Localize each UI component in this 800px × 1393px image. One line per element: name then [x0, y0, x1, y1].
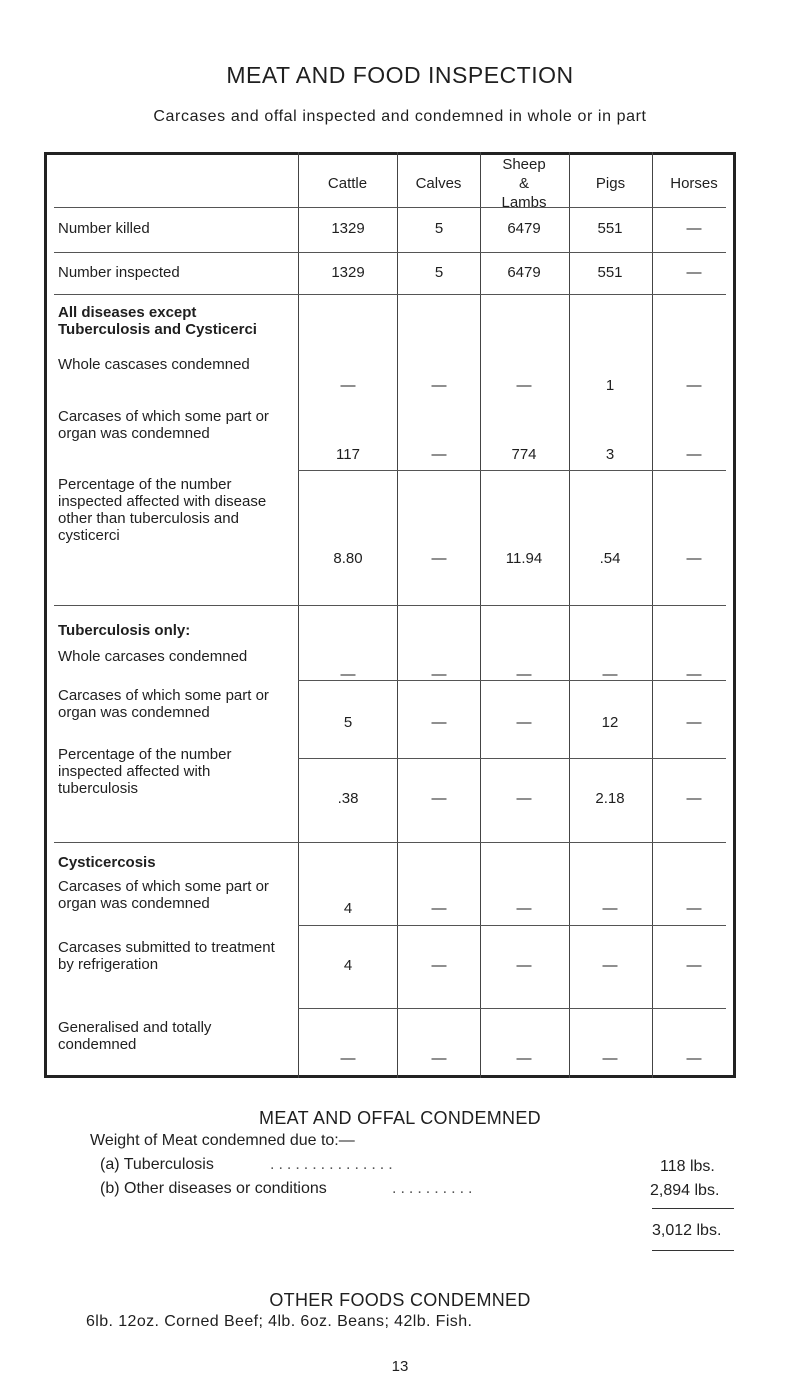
row-divider	[298, 758, 726, 759]
cell: .54	[599, 550, 621, 567]
row-divider	[54, 207, 726, 208]
cell: —	[686, 377, 702, 394]
cell: —	[686, 220, 702, 237]
cell: 551	[597, 264, 623, 281]
cell: —	[686, 714, 702, 731]
table-border-bottom	[44, 1075, 736, 1078]
column-divider	[652, 152, 653, 1078]
cell: —	[516, 957, 532, 974]
cell: —	[516, 790, 532, 807]
cell: —	[431, 957, 447, 974]
cell: —	[431, 666, 447, 683]
cell: 11.94	[505, 550, 543, 567]
cell: 1329	[331, 220, 365, 237]
other-foods-heading: OTHER FOODS CONDEMNED	[269, 1290, 531, 1310]
section-heading-all-diseases: All diseases except Tuberculosis and Cysticerci	[58, 304, 257, 338]
inspection-table	[44, 152, 736, 1078]
cell: —	[602, 1050, 618, 1067]
cell: —	[431, 1050, 447, 1067]
row-divider	[298, 925, 726, 926]
cell: —	[602, 900, 618, 917]
cell: —	[686, 1050, 702, 1067]
column-divider	[480, 152, 481, 1078]
column-header-sheep: Sheep & Lambs	[501, 156, 547, 211]
column-header-calves: Calves	[415, 175, 462, 192]
cell: 1329	[331, 264, 365, 281]
cell: —	[686, 900, 702, 917]
row-label-cyst-refrigeration: Carcases submitted to treatment by refrigeration	[58, 939, 275, 973]
cell: —	[516, 714, 532, 731]
row-label-number-killed: Number killed	[58, 220, 150, 237]
cell: —	[686, 446, 702, 463]
cell: 6479	[507, 220, 541, 237]
section-heading-tuberculosis: Tuberculosis only:	[58, 622, 191, 639]
row-label-tb-whole: Whole carcases condemned	[58, 648, 248, 665]
cell: 8.80	[333, 550, 363, 567]
cell: —	[516, 900, 532, 917]
cell: —	[431, 714, 447, 731]
cell: 6479	[507, 264, 541, 281]
table-border-left	[44, 152, 47, 1078]
column-header-pigs: Pigs	[595, 175, 626, 192]
row-label-tb-part: Carcases of which some part or organ was condemned	[58, 687, 269, 721]
row-divider	[54, 252, 726, 253]
cell: —	[686, 957, 702, 974]
meat-offal-a-label: (a) Tuberculosis	[100, 1156, 214, 1173]
row-divider	[298, 470, 726, 471]
cell: —	[431, 446, 447, 463]
row-label-part-condemned: Carcases of which some part or organ was condemned	[58, 408, 269, 442]
row-divider	[54, 605, 726, 606]
cell: 12	[601, 714, 619, 731]
meat-offal-intro: Weight of Meat condemned due to:—	[90, 1132, 355, 1149]
leader-dots: ..........	[392, 1180, 477, 1197]
cell: —	[602, 957, 618, 974]
cell: 4	[343, 957, 353, 974]
meat-offal-b-value: 2,894 lbs.	[650, 1182, 720, 1199]
cell: —	[431, 550, 447, 567]
column-header-horses: Horses	[670, 175, 718, 192]
cell: 551	[597, 220, 623, 237]
column-header-cattle: Cattle	[327, 175, 368, 192]
cell: —	[516, 1050, 532, 1067]
row-label-number-inspected: Number inspected	[58, 264, 180, 281]
cell: 2.18	[595, 790, 625, 807]
cell: —	[340, 377, 356, 394]
cell: —	[602, 666, 618, 683]
page-subtitle: Carcases and offal inspected and condemned in whole or in part	[153, 108, 647, 125]
cell: —	[516, 377, 532, 394]
cell: 5	[343, 714, 353, 731]
row-label-cyst-generalised: Generalised and totally condemned	[58, 1019, 212, 1053]
page-title: MEAT AND FOOD INSPECTION	[226, 62, 574, 88]
cell: —	[686, 264, 702, 281]
row-label-cyst-part: Carcases of which some part or organ was condemned	[58, 878, 269, 912]
cell: —	[686, 790, 702, 807]
cell: 117	[336, 446, 360, 463]
cell: —	[340, 1050, 356, 1067]
section-heading-cysticercosis: Cysticercosis	[58, 854, 156, 871]
row-divider	[54, 842, 726, 843]
cell: —	[431, 900, 447, 917]
cell: 5	[434, 220, 444, 237]
leader-dots: ...............	[270, 1156, 397, 1173]
meat-offal-b-label: (b) Other diseases or conditions	[100, 1180, 327, 1197]
total-rule	[652, 1208, 734, 1209]
cell: 1	[605, 377, 615, 394]
cell: —	[686, 550, 702, 567]
page-number: 13	[391, 1358, 409, 1375]
cell: 5	[434, 264, 444, 281]
cell: —	[431, 377, 447, 394]
other-foods-text: 6lb. 12oz. Corned Beef; 4lb. 6oz. Beans; 42lb. Fish.	[86, 1313, 473, 1330]
total-rule	[652, 1250, 734, 1251]
row-label-percentage-disease: Percentage of the number inspected affected with disease other than tuberculosis and cysticerci	[58, 476, 267, 544]
column-divider	[397, 152, 398, 1078]
meat-offal-total: 3,012 lbs.	[652, 1222, 722, 1239]
row-divider	[298, 1008, 726, 1009]
cell: 4	[343, 900, 353, 917]
cell: 774	[511, 446, 537, 463]
meat-offal-a-value: 118 lbs.	[660, 1158, 715, 1175]
cell: —	[516, 666, 532, 683]
row-divider	[54, 294, 726, 295]
meat-offal-heading: MEAT AND OFFAL CONDEMNED	[259, 1108, 541, 1128]
row-label-tb-percentage: Percentage of the number inspected affected with tuberculosis	[58, 746, 232, 797]
cell: —	[340, 666, 356, 683]
cell: 3	[605, 446, 615, 463]
column-divider	[569, 152, 570, 1078]
cell: —	[686, 666, 702, 683]
table-border-right	[733, 152, 736, 1078]
table-border-top	[44, 152, 736, 155]
cell: .38	[337, 790, 359, 807]
cell: —	[431, 790, 447, 807]
column-divider	[298, 152, 299, 1078]
row-label-whole-condemned: Whole cascases condemned	[58, 356, 250, 373]
